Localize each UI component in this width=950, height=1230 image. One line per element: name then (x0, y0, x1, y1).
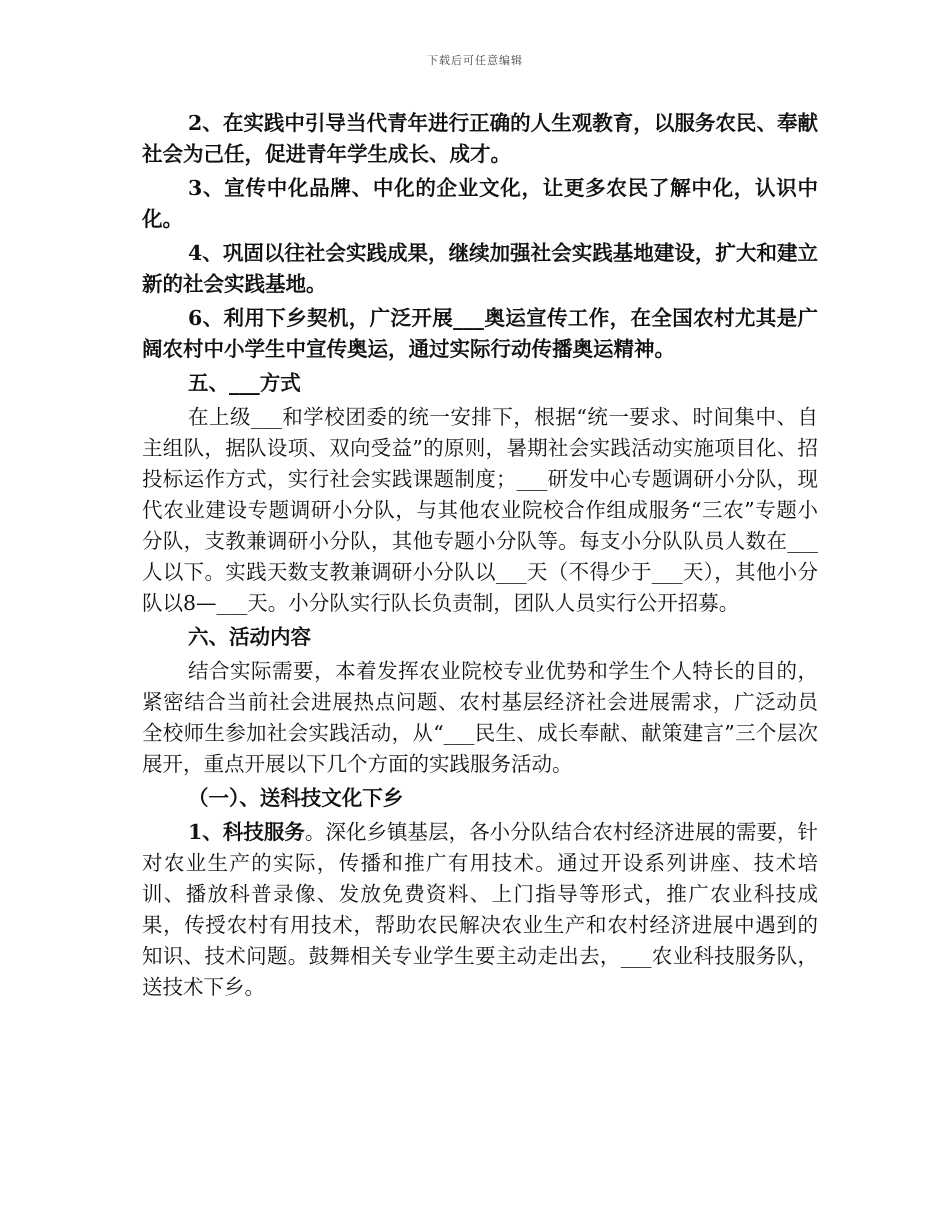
section-heading-5: 五、___方式 (188, 371, 301, 395)
goal-item-6: 6、利用下乡契机，广泛开展___奥运宣传工作，在全国农村尤其是广阔农村中小学生中宣传奥运，通过实际行动传播奥运精神。 (142, 306, 818, 361)
tech-service-paragraph (142, 817, 818, 1003)
page-header: 下载后可任意编辑 (427, 54, 523, 67)
goal-item-3: 3、宣传中化品牌、中化的企业文化，让更多农民了解中化，认识中化。 (142, 176, 818, 231)
goal-item-4: 4、巩固以往社会实践成果，继续加强社会实践基地建设，扩大和建立新的社会实践基地。 (142, 241, 818, 296)
document-body (142, 108, 818, 1003)
goal-item-2: 2、在实践中引导当代青年进行正确的人生观教育，以服务农民、奉献社会为己任，促进青年学生成长、成才。 (142, 111, 818, 166)
section-5-paragraph: 在上级___和学校团委的统一安排下，根据“统一要求、时间集中、自主组队，据队设项、双向受益”的原则，暑期社会实践活动实施项目化、招投标运作方式，实行社会实践课题制度；___研发中心专题调研小分队，现代农业建设专题调研小分队，与其他农业院校合作组成服务“三农”专题小分队，支教兼调研小分队，其他专题小分队等。每支小分队队员人数在___人以下。实践天数支教兼调研小分队以___天（不得少于___天），其他小分队以8—___天。小分队实行队长负责制，团队人员实行公开招募。 (142, 405, 818, 615)
subsection-heading-1: （一）、送科技文化下乡 (188, 786, 404, 810)
tech-service-lead: 1、科技服务 (188, 820, 305, 844)
tech-service-text: 。深化乡镇基层，各小分队结合农村经济进展的需要，针对农业生产的实际，传播和推广有用技术。通过开设系列讲座、技术培训、播放科普录像、发放免费资料、上门指导等形式，推广农业科技成果，传授农村有用技术，帮助农民解决农业生产和农村经济进展中遇到的知识、技术问题。鼓舞相关专业学生要主动走出去，___农业科技服务队，送技术下乡。 (142, 820, 819, 999)
section-heading-6: 六、活动内容 (188, 625, 311, 649)
section-6-paragraph: 结合实际需要，本着发挥农业院校专业优势和学生个人特长的目的，紧密结合当前社会进展热点问题、农村基层经济社会进展需求，广泛动员全校师生参加社会实践活动，从“___民生、成长奉献、献策建言”三个层次展开，重点开展以下几个方面的实践服务活动。 (142, 659, 818, 776)
